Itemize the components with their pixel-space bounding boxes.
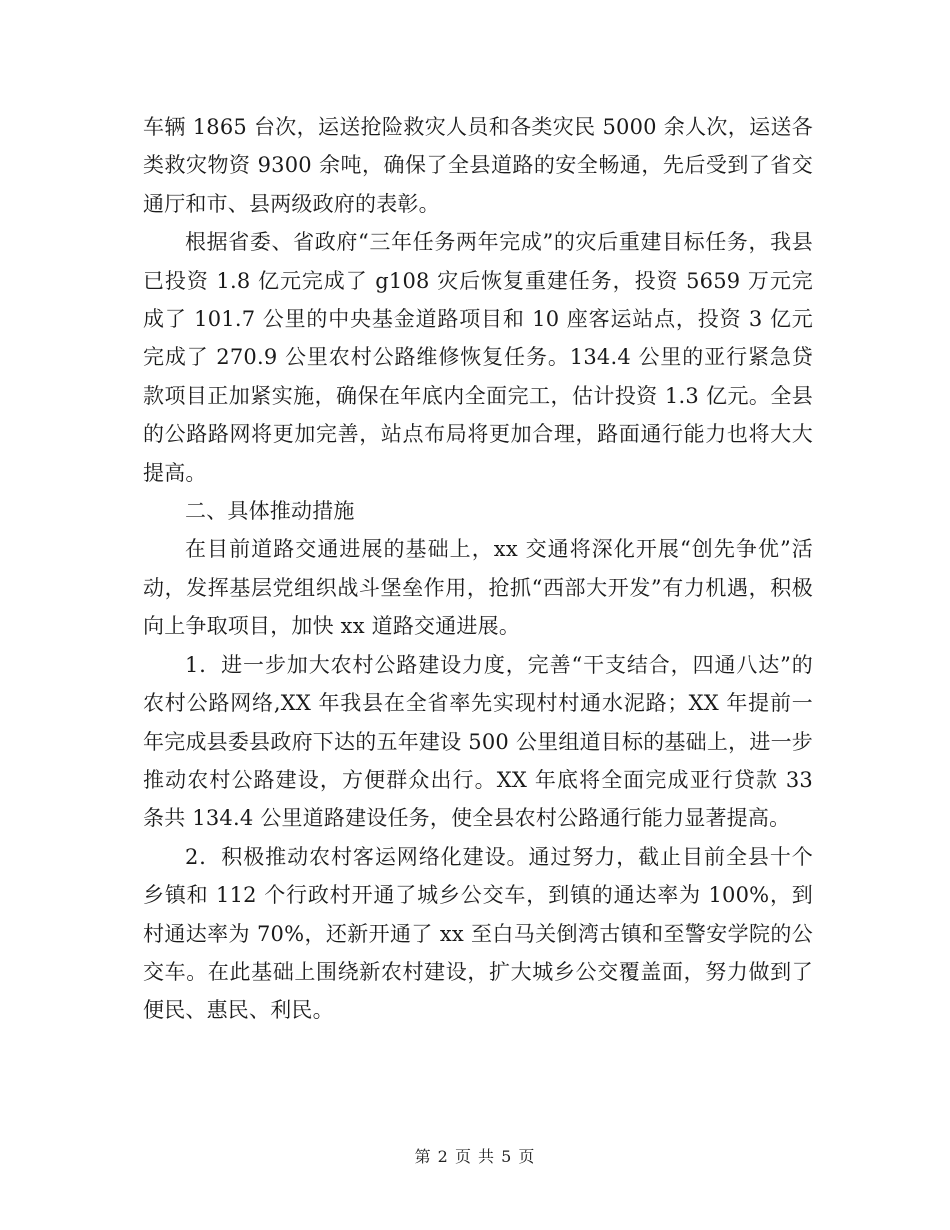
section-heading: 二、具体推动措施 [185,499,355,524]
page-footer: 第 2 页 共 5 页 [414,1147,536,1166]
paragraph-intro: 在目前道路交通进展的基础上，xx 交通将深化开展“创先争优”活动，发挥基层党组织战斗堡垒作用，抢抓“西部大开发”有力机遇，积极向上争取项目，加快 xx 道路交通进展。 [143,537,813,639]
paragraph-item-1: 1．进一步加大农村公路建设力度，完善“干支结合，四通八达”的农村公路网络,XX 年我县在全省率先实现村村通水泥路；XX 年提前一年完成县委县政府下达的五年建设 500 公里组道目标的基础上，进一步推动农村公路建设，方便群众出行。XX 年底将全面完成亚行贷款 33 条共 134.4 公里道路建设任务，使全县农村公路通行能力显著提高。 [143,652,813,831]
paragraph-reconstruction: 根据省委、省政府“三年任务两年完成”的灾后重建目标任务，我县已投资 1.8 亿元完成了 g108 灾后恢复重建任务，投资 5659 万元完成了 101.7 公里的中央基金道路项目和 10 座客运站点，投资 3 亿元完成了 270.9 公里农村公路维修恢复任务。134.4 公里的亚行紧急贷款项目正加紧实施，确保在年底内全面完工，估计投资 1.3 亿元。全县的公路路网将更加完善，站点布局将更加合理，路面通行能力也将大大提高。 [143,230,813,485]
paragraph-continuation: 车辆 1865 台次，运送抢险救灾人员和各类灾民 5000 余人次，运送各类救灾物资 9300 余吨，确保了全县道路的安全畅通，先后受到了省交通厅和市、县两级政府的表彰。 [143,115,813,216]
paragraph-item-2: 2．积极推动农村客运网络化建设。通过努力，截止目前全县十个乡镇和 112 个行政村开通了城乡公交车，到镇的通达率为 100%，到村通达率为 70%，还新开通了 xx 至白马关倒湾古镇和至警安学院的公交车。在此基础上围绕新农村建设，扩大城乡公交覆盖面，努力做到了便民、惠民、利民。 [143,844,813,1023]
document-body [143,108,813,1030]
